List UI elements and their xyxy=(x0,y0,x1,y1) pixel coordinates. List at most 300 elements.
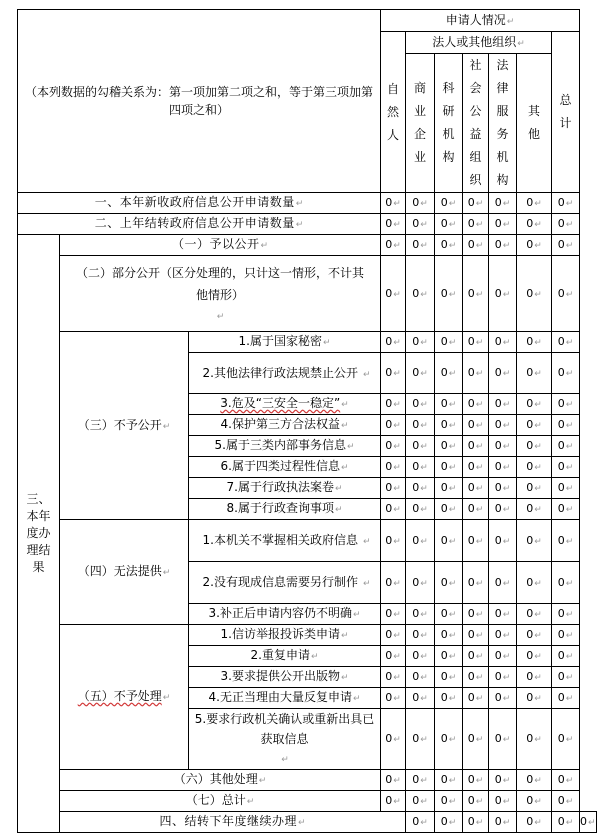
table-row xyxy=(18,193,597,214)
item-label-text: 4.无正当理由大量反复申请 xyxy=(208,690,352,704)
paragraph-mark: ↵ xyxy=(448,289,457,300)
value-cell xyxy=(552,770,580,791)
value-text: 0 xyxy=(526,607,534,620)
paragraph-mark: ↵ xyxy=(565,505,574,515)
item-label-text: 1.属于国家秘密 xyxy=(238,334,322,348)
value-text: 0 xyxy=(412,815,420,828)
value-cell xyxy=(381,394,406,415)
value-cell xyxy=(406,353,435,394)
paragraph-mark: ↵ xyxy=(420,400,428,410)
value-cell xyxy=(406,436,435,457)
value-text: 0 xyxy=(494,773,502,786)
value-text: 0 xyxy=(557,460,565,473)
value-text: 0 xyxy=(385,481,393,494)
paragraph-mark: ↵ xyxy=(502,338,511,348)
value-cell xyxy=(517,394,552,415)
value-text: 0 xyxy=(494,217,502,230)
item-label xyxy=(189,457,381,478)
value-text: 0 xyxy=(412,481,420,494)
value-cell xyxy=(463,235,489,256)
value-text: 0 xyxy=(494,335,502,348)
value-text: 0 xyxy=(440,691,448,704)
value-text: 0 xyxy=(526,196,534,209)
value-cell xyxy=(489,436,517,457)
paragraph-mark: ↵ xyxy=(340,673,349,683)
paragraph-mark: ↵ xyxy=(393,505,401,515)
value-cell xyxy=(435,520,463,562)
paragraph-mark: ↵ xyxy=(534,369,542,379)
paragraph-mark: ↵ xyxy=(448,735,457,745)
value-cell xyxy=(489,625,517,646)
value-cell xyxy=(381,499,406,520)
value-cell xyxy=(552,667,580,688)
value-text: 0 xyxy=(526,628,534,641)
value-cell xyxy=(406,562,435,604)
paragraph-mark: ↵ xyxy=(420,631,428,641)
paragraph-mark: ↵ xyxy=(393,289,401,300)
paragraph-mark: ↵ xyxy=(420,421,428,431)
paragraph-mark: ↵ xyxy=(393,673,401,683)
value-text: 0 xyxy=(467,335,475,348)
paragraph-mark: ↵ xyxy=(162,421,171,432)
value-text: 0 xyxy=(557,196,565,209)
value-text: 0 xyxy=(557,502,565,515)
paragraph-mark: ↵ xyxy=(534,463,542,473)
paragraph-mark: ↵ xyxy=(448,199,457,209)
value-text: 0 xyxy=(557,335,565,348)
value-cell xyxy=(552,604,580,625)
value-text: 0 xyxy=(385,418,393,431)
value-text: 0 xyxy=(440,502,448,515)
paragraph-mark: ↵ xyxy=(393,338,401,348)
value-text: 0 xyxy=(557,481,565,494)
value-text: 0 xyxy=(494,418,502,431)
value-text: 0 xyxy=(494,628,502,641)
value-text: 0 xyxy=(526,815,534,828)
paragraph-mark: ↵ xyxy=(534,505,542,515)
value-text: 0 xyxy=(385,335,393,348)
paragraph-mark: ↵ xyxy=(565,631,574,641)
value-text: 0 xyxy=(412,533,420,547)
value-cell xyxy=(463,353,489,394)
paragraph-mark: ↵ xyxy=(475,818,484,828)
paragraph-mark: ↵ xyxy=(448,463,457,473)
value-cell xyxy=(435,193,463,214)
value-text: 0 xyxy=(440,481,448,494)
value-text: 0 xyxy=(526,217,534,230)
item-label xyxy=(189,646,381,667)
value-text: 0 xyxy=(412,773,420,786)
value-cell xyxy=(552,646,580,667)
paragraph-mark: ↵ xyxy=(588,818,596,828)
value-text: 0 xyxy=(440,815,448,828)
paragraph-mark: ↵ xyxy=(475,735,484,745)
item-label-text: 4.保护第三方合法权益 xyxy=(220,417,340,431)
paragraph-mark: ↵ xyxy=(565,442,574,452)
paragraph-mark: ↵ xyxy=(565,369,574,379)
value-cell xyxy=(463,256,489,332)
value-text: 0 xyxy=(440,628,448,641)
paragraph-mark: ↵ xyxy=(340,421,349,431)
value-text: 0 xyxy=(412,732,420,745)
value-cell xyxy=(517,625,552,646)
paragraph-mark: ↵ xyxy=(565,400,574,410)
value-cell xyxy=(381,214,406,235)
table-row xyxy=(18,770,597,791)
paragraph-mark: ↵ xyxy=(534,220,542,230)
col-natural-person xyxy=(381,32,406,193)
value-cell xyxy=(552,688,580,709)
col-commercial-label: 商业企业 xyxy=(413,81,426,164)
paragraph-mark: ↵ xyxy=(565,735,574,745)
value-text: 0 xyxy=(440,533,448,547)
item-label-text: 3.要求提供公开出版物 xyxy=(220,669,340,683)
value-cell xyxy=(406,235,435,256)
paragraph-mark: ↵ xyxy=(475,400,484,410)
value-text: 0 xyxy=(440,335,448,348)
value-text: 0 xyxy=(412,691,420,704)
paragraph-mark: ↵ xyxy=(502,220,511,230)
value-cell xyxy=(552,478,580,499)
paragraph-mark: ↵ xyxy=(565,241,574,251)
value-text: 0 xyxy=(385,794,393,807)
paragraph-mark: ↵ xyxy=(420,797,428,807)
value-cell xyxy=(552,520,580,562)
value-text: 0 xyxy=(526,439,534,452)
row-label xyxy=(60,770,381,791)
col-legal-service xyxy=(489,54,517,193)
value-text: 0 xyxy=(440,575,448,589)
paragraph-mark: ↵ xyxy=(420,694,428,704)
value-text: 0 xyxy=(494,607,502,620)
value-cell xyxy=(552,235,580,256)
value-cell xyxy=(406,812,435,833)
value-cell xyxy=(552,457,580,478)
value-text: 0 xyxy=(557,794,565,807)
table-row xyxy=(18,625,597,646)
value-text: 0 xyxy=(412,196,420,209)
paragraph-mark: ↵ xyxy=(475,536,484,547)
table-row xyxy=(18,520,597,562)
value-text: 0 xyxy=(467,439,475,452)
legal-person-group-header xyxy=(406,32,552,54)
row-label xyxy=(18,214,381,235)
value-cell xyxy=(381,520,406,562)
item-label-text: 5.属于三类内部事务信息 xyxy=(214,438,346,452)
item-label-text: 8.属于行政查询事项 xyxy=(226,501,334,515)
header-note: （本列数据的勾稽关系为：第一项加第二项之和，等于第三项加第四项之和） xyxy=(24,85,373,117)
paragraph-mark: ↵ xyxy=(534,199,542,209)
group-label-cell xyxy=(60,520,189,625)
value-text: 0 xyxy=(494,794,502,807)
value-cell xyxy=(381,646,406,667)
value-cell xyxy=(435,457,463,478)
paragraph-mark: ↵ xyxy=(502,199,511,209)
paragraph-mark: ↵ xyxy=(352,610,361,620)
value-cell xyxy=(489,235,517,256)
value-text: 0 xyxy=(494,691,502,704)
paragraph-mark: ↵ xyxy=(295,220,304,230)
value-cell xyxy=(463,499,489,520)
table-row xyxy=(18,791,597,812)
item-label-text: 2.没有现成信息需要另行制作 xyxy=(202,575,358,589)
paragraph-mark: ↵ xyxy=(362,579,371,589)
paragraph-mark: ↵ xyxy=(534,610,542,620)
item-label-text: 6.属于四类过程性信息 xyxy=(220,459,340,473)
value-cell xyxy=(517,791,552,812)
item-label-text: 1.本机关不掌握相关政府信息 xyxy=(202,533,358,547)
value-cell xyxy=(381,332,406,353)
value-text: 0 xyxy=(467,286,475,300)
value-cell xyxy=(406,604,435,625)
paragraph-mark: ↵ xyxy=(502,505,511,515)
value-cell xyxy=(381,791,406,812)
value-text: 0 xyxy=(494,196,502,209)
value-text: 0 xyxy=(557,649,565,662)
value-cell xyxy=(435,812,463,833)
paragraph-mark: ↵ xyxy=(393,463,401,473)
value-cell xyxy=(406,256,435,332)
value-text: 0 xyxy=(467,649,475,662)
value-cell xyxy=(517,667,552,688)
group-label: （四）无法提供 xyxy=(77,564,162,578)
item-label-text: 2.其他法律行政法规禁止公开 xyxy=(202,365,358,380)
paragraph-mark: ↵ xyxy=(393,199,401,209)
value-cell xyxy=(463,214,489,235)
paragraph-mark: ↵ xyxy=(475,220,484,230)
header-note-cell xyxy=(18,10,381,193)
paragraph-mark: ↵ xyxy=(448,818,457,828)
value-text: 0 xyxy=(440,460,448,473)
value-cell xyxy=(552,436,580,457)
value-text: 0 xyxy=(385,196,393,209)
value-cell xyxy=(406,193,435,214)
value-cell xyxy=(489,214,517,235)
value-text: 0 xyxy=(526,732,534,745)
value-text: 0 xyxy=(385,575,393,589)
paragraph-mark: ↵ xyxy=(534,578,542,589)
value-text: 0 xyxy=(526,773,534,786)
value-text: 0 xyxy=(412,628,420,641)
paragraph-mark: ↵ xyxy=(534,776,542,786)
item-label xyxy=(189,520,381,562)
value-text: 0 xyxy=(557,815,565,828)
value-cell xyxy=(517,520,552,562)
row-label-text: 一、本年新收政府信息公开申请数量 xyxy=(94,195,295,209)
paragraph-mark: ↵ xyxy=(534,797,542,807)
value-text: 0 xyxy=(557,533,565,547)
paragraph-mark: ↵ xyxy=(565,220,574,230)
value-cell xyxy=(489,499,517,520)
value-cell xyxy=(381,770,406,791)
paragraph-mark: ↵ xyxy=(258,776,267,786)
value-text: 0 xyxy=(467,732,475,745)
paragraph-mark: ↵ xyxy=(346,442,355,452)
value-text: 0 xyxy=(526,286,534,300)
value-cell xyxy=(517,646,552,667)
value-cell xyxy=(517,812,552,833)
table-row xyxy=(18,812,597,833)
paragraph-mark: ↵ xyxy=(565,797,574,807)
value-cell xyxy=(381,688,406,709)
paragraph-mark: ↵ xyxy=(534,241,542,251)
value-cell xyxy=(517,478,552,499)
paragraph-mark: ↵ xyxy=(502,673,511,683)
value-text: 0 xyxy=(557,628,565,641)
value-cell xyxy=(489,770,517,791)
paragraph-mark: ↵ xyxy=(502,652,511,662)
paragraph-mark: ↵ xyxy=(334,484,343,494)
paragraph-mark: ↵ xyxy=(534,338,542,348)
value-text: 0 xyxy=(526,691,534,704)
value-cell xyxy=(406,214,435,235)
value-text: 0 xyxy=(467,533,475,547)
value-text: 0 xyxy=(467,460,475,473)
paragraph-mark: ↵ xyxy=(340,631,349,641)
value-text: 0 xyxy=(494,460,502,473)
value-text: 0 xyxy=(385,732,393,745)
paragraph-mark: ↵ xyxy=(534,652,542,662)
paragraph-mark: ↵ xyxy=(534,536,542,547)
value-cell xyxy=(489,562,517,604)
paragraph-mark: ↵ xyxy=(448,400,457,410)
value-cell xyxy=(381,436,406,457)
value-text: 0 xyxy=(467,794,475,807)
paragraph-mark: ↵ xyxy=(420,578,428,589)
col-legal-service-label: 法律服务机构 xyxy=(496,58,509,187)
value-text: 0 xyxy=(440,732,448,745)
value-text: 0 xyxy=(412,670,420,683)
paragraph-mark: ↵ xyxy=(475,289,484,300)
paragraph-mark: ↵ xyxy=(502,735,511,745)
value-cell xyxy=(406,415,435,436)
value-cell xyxy=(381,256,406,332)
value-text: 0 xyxy=(526,502,534,515)
paragraph-mark: ↵ xyxy=(502,797,511,807)
value-cell xyxy=(489,478,517,499)
paragraph-mark: ↵ xyxy=(448,536,457,547)
value-cell xyxy=(489,812,517,833)
value-text: 0 xyxy=(440,238,448,251)
value-cell xyxy=(463,604,489,625)
group-label-cell xyxy=(60,332,189,520)
value-text: 0 xyxy=(412,366,420,379)
paragraph-mark: ↵ xyxy=(475,797,484,807)
value-cell xyxy=(489,646,517,667)
paragraph-mark: ↵ xyxy=(565,578,574,589)
paragraph-mark: ↵ xyxy=(534,673,542,683)
value-cell xyxy=(406,457,435,478)
value-cell xyxy=(463,457,489,478)
paragraph-mark: ↵ xyxy=(162,693,171,703)
paragraph-mark: ↵ xyxy=(297,818,306,828)
paragraph-mark: ↵ xyxy=(420,241,428,251)
paragraph-mark: ↵ xyxy=(393,631,401,641)
row-label-text: 四、结转下年度继续办理 xyxy=(159,814,297,828)
paragraph-mark: ↵ xyxy=(448,776,457,786)
col-research xyxy=(435,54,463,193)
value-text: 0 xyxy=(440,607,448,620)
paragraph-mark: ↵ xyxy=(502,421,511,431)
value-cell xyxy=(463,667,489,688)
applicant-status-header xyxy=(381,10,580,32)
value-cell xyxy=(463,625,489,646)
value-text: 0 xyxy=(412,575,420,589)
value-cell xyxy=(489,415,517,436)
value-text: 0 xyxy=(494,439,502,452)
value-text: 0 xyxy=(494,397,502,410)
value-text: 0 xyxy=(440,286,448,300)
value-cell xyxy=(489,256,517,332)
row-label xyxy=(18,193,381,214)
value-text: 0 xyxy=(526,460,534,473)
paragraph-mark: ↵ xyxy=(475,442,484,452)
paragraph-mark: ↵ xyxy=(565,673,574,683)
value-cell xyxy=(381,193,406,214)
value-text: 0 xyxy=(494,670,502,683)
table-row xyxy=(18,256,597,332)
paragraph-mark: ↵ xyxy=(475,199,484,209)
value-text: 0 xyxy=(557,439,565,452)
paragraph-mark: ↵ xyxy=(502,369,511,379)
value-text: 0 xyxy=(557,217,565,230)
paragraph-mark: ↵ xyxy=(420,220,428,230)
paragraph-mark: ↵ xyxy=(393,735,401,745)
value-cell xyxy=(381,457,406,478)
value-text: 0 xyxy=(557,670,565,683)
value-text: 0 xyxy=(557,286,565,300)
paragraph-mark: ↵ xyxy=(448,484,457,494)
value-text: 0 xyxy=(440,773,448,786)
value-text: 0 xyxy=(467,691,475,704)
paragraph-mark: ↵ xyxy=(448,505,457,515)
value-text: 0 xyxy=(412,794,420,807)
value-cell xyxy=(463,646,489,667)
paragraph-mark: ↵ xyxy=(534,631,542,641)
paragraph-mark: ↵ xyxy=(502,241,511,251)
paragraph-mark: ↵ xyxy=(565,818,574,828)
item-label xyxy=(189,332,381,353)
paragraph-mark: ↵ xyxy=(475,369,484,379)
value-text: 0 xyxy=(494,502,502,515)
paragraph-mark: ↵ xyxy=(565,776,574,786)
value-cell xyxy=(517,499,552,520)
value-text: 0 xyxy=(467,366,475,379)
value-cell xyxy=(406,520,435,562)
value-cell xyxy=(381,709,406,770)
value-cell xyxy=(552,193,580,214)
paragraph-mark: ↵ xyxy=(216,311,225,322)
row-label-text: （一）予以公开 xyxy=(171,237,260,251)
paragraph-mark: ↵ xyxy=(565,421,574,431)
value-cell xyxy=(517,457,552,478)
paragraph-mark: ↵ xyxy=(448,797,457,807)
paragraph-mark: ↵ xyxy=(448,610,457,620)
value-text: 0 xyxy=(526,481,534,494)
paragraph-mark: ↵ xyxy=(352,694,361,704)
value-cell xyxy=(580,812,597,833)
paragraph-mark: ↵ xyxy=(281,755,289,765)
col-social-welfare-label: 社会公益组织 xyxy=(469,58,482,187)
value-text: 0 xyxy=(385,670,393,683)
item-label xyxy=(189,688,381,709)
value-cell xyxy=(463,812,489,833)
item-label xyxy=(189,415,381,436)
value-cell xyxy=(406,499,435,520)
value-cell xyxy=(435,770,463,791)
paragraph-mark: ↵ xyxy=(448,220,457,230)
value-text: 0 xyxy=(526,418,534,431)
